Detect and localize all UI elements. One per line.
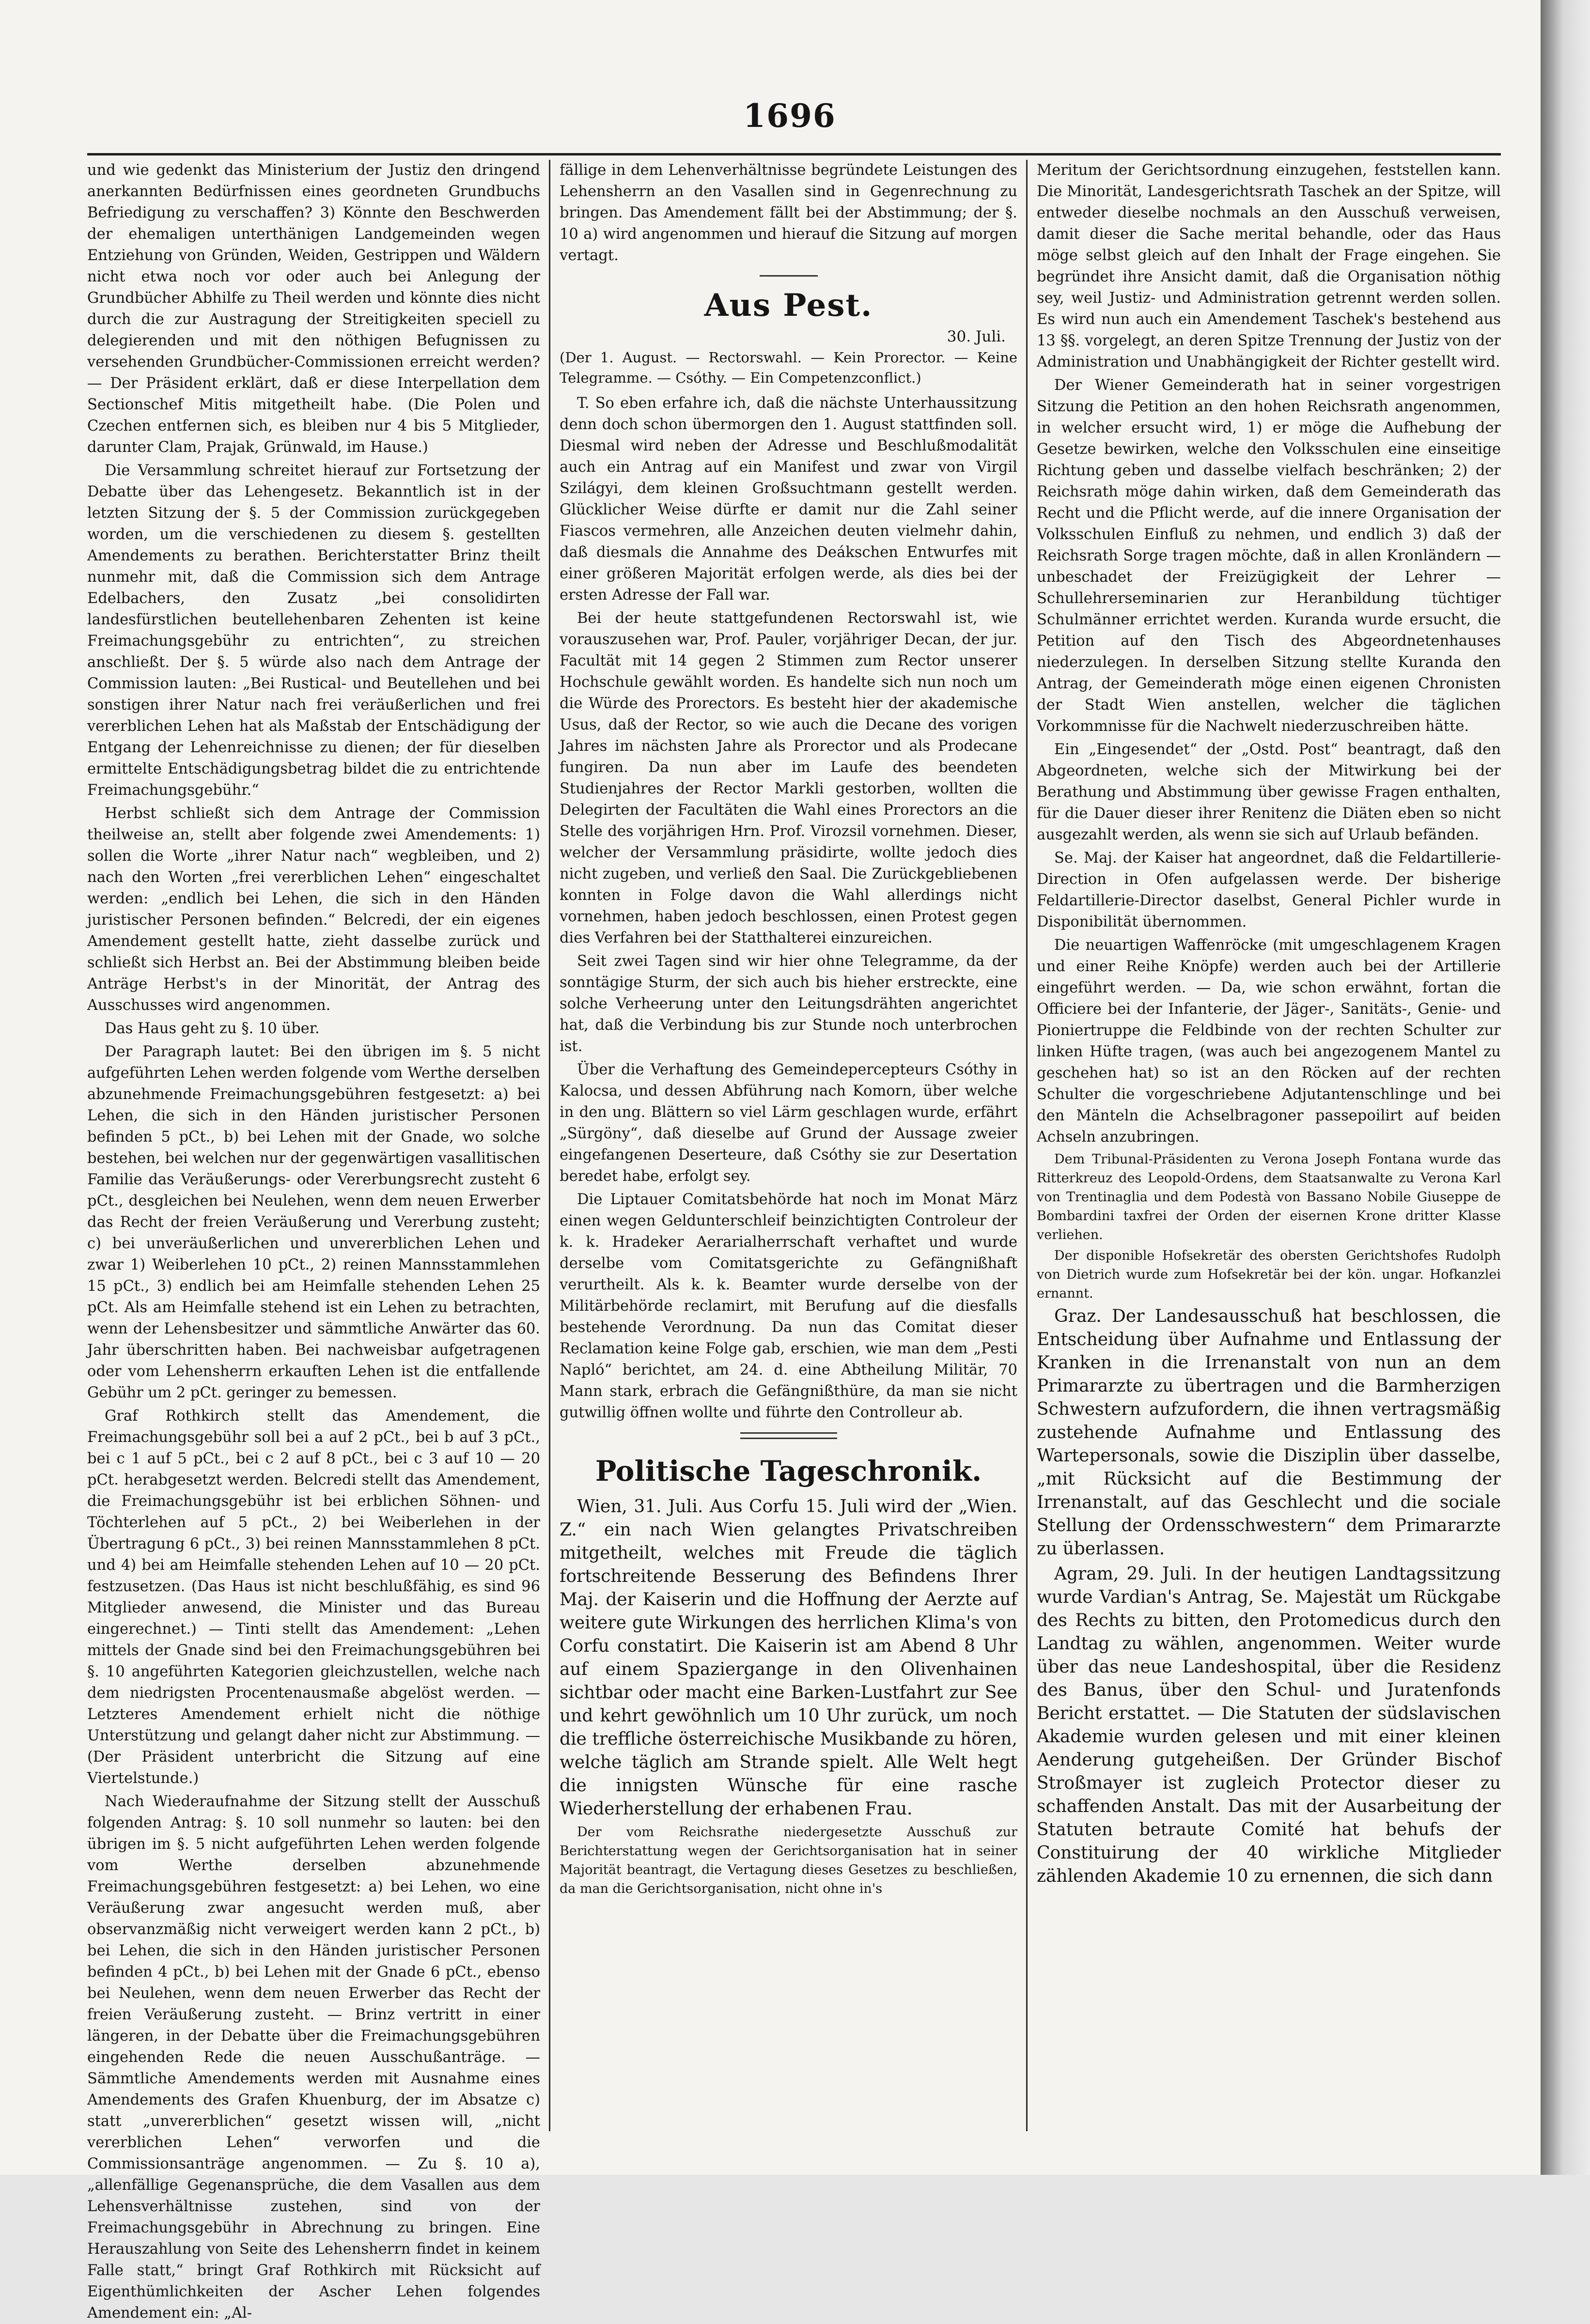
column-divider [549, 160, 550, 2131]
right-paragraph: Ein „Eingesendet“ der „Ostd. Post“ beantragt, daß den Abgeordneten, welche sich der Mitwirkung bei der Berathung und Abstimmung über gewisse Fragen enthalten, für die Dauer dieser ihrer Renitenz die Diäten eben so nicht ausgezahlt werden, als wenn sie sich auf Urlaub befänden. [1037, 741, 1501, 843]
pest-paragraph: Bei der heute stattgefundenen Rectorswahl ist, wie vorauszusehen war, Prof. Pauler, vorjähriger Decan, der jur. Facultät mit 14 gegen 2 Stimmen zum Rector unserer Hochschule gewählt worden. Es handelte sich nun noch um die Würde des Prorectors. Es besteht hier der akademische Usus, daß der Rector, so wie auch die Decane des vorigen Jahres im nächsten Jahre als Prorector und als Prodecane fungiren. Da nun aber im Laufe des beendeten Studienjahres der Rector Markli gestorben, wollten die Delegirten der Facultäten die Wahl eines Prorectors an die Stelle des vorjährigen Hrn. Prof. Virozsil vornehmen. Dieser, welcher der Versammlung präsidirte, wollte jedoch dies nicht zugeben, und verließ den Saal. Die Zurückgebliebenen konnten in Folge davon die Wahl allerdings nicht vornehmen, haben jedoch beschlossen, einen Protest gegen dies Verfahren bei der Statthalterei einzureichen. [560, 610, 1017, 946]
right-paragraph: Meritum der Gerichtsordnung einzugehen, feststellen kann. Die Minorität, Landesgerichtsrath Taschek an der Spitze, will entweder dieselbe nochmals an den Ausschuß verweisen, damit dieser die Sache merital behandle, oder das Haus möge selbst gleich auf den Inhalt der Frage eingehen. Sie begründet ihre Ansicht damit, daß die Organisation nöthig sey, weil Justiz- und Administration getrennt werden sollen. Es wird nun auch ein Amendement Taschek's bestehend aus 13 §§. vorgelegt, an deren Spitze Trennung der Justiz von der Administration und Unabhängigkeit der Richter gestellt wird. [1037, 162, 1501, 371]
column-divider [1026, 160, 1028, 2131]
section-separator [740, 1432, 837, 1439]
left-paragraph: Nach Wiederaufnahme der Sitzung stellt der Ausschuß folgenden Antrag: §. 10 soll nunmehr so lauten: bei den übrigen im §. 5 nicht aufgeführten Lehen werden folgende vom Werthe derselben abzunehmende Freimachungsgebühren festgesetzt: a) bei Lehen, wo eine Veräußerung zwar angesucht werden muß, aber observanzmäßig nicht verweigert werden kann 2 pCt., b) bei Lehen, die sich in den Händen juristischer Personen befinden 4 pCt., b) bei Lehen mit der Gnade 6 pCt., ebenso bei Neulehen, wenn dem neuen Erwerber das Recht der freien Veräußerung zusteht. — Brinz vertritt in einer längeren, in der Debatte über die Freimachungsgebühren eingehenden Rede die neuen Ausschußanträge. — Sämmtliche Amendements werden mit Ausnahme eines Amendements des Grafen Khuenburg, der im Absatze c) statt „unvererblichen“ gesetzt wissen will, „nicht vererblichen Lehen“ verworfen und die Commissionsanträge angenommen. — Zu §. 10 a), „allenfällige Gegenansprüche, die dem Vasallen aus dem Lehensverhältnisse zustehen, sind von der Freimachungsgebühr in Abrechnung zu bringen. Eine Herauszahlung von Seite des Lehensherrn findet in keinem Falle statt,“ bringt Graf Rothkirch mit Rücksicht auf Eigenthümlichkeiten der Ascher Lehen folgendes Amendement ein: „Al- [87, 1793, 540, 2322]
pest-paragraph: Die Liptauer Comitatsbehörde hat noch im Monat März einen wegen Geldunterschleif beinzichtigten Controleur der k. k. Hradeker Aerarialherrschaft verhaftet und wurde derselbe vom Comitatsgerichte zu Gefängnißhaft verurtheilt. Als k. k. Beamter wurde derselbe von der Militärbehörde reclamirt, mit Berufung auf die diesfalls bestehende Verordnung. Da nun das Comitat dieser Reclamation keine Folge gab, erschien, wie man dem „Pesti Napló“ berichtet, am 24. d. eine Abtheilung Militär, 70 Mann stark, erbrach die Gefängnißthüre, da man sie nicht gutwillig öffnen wollte und führte den Controlleur ab. [560, 1191, 1017, 1421]
section-separator [760, 275, 818, 277]
pest-paragraph: Über die Verhaftung des Gemeindepercepteurs Csóthy in Kalocsa, und dessen Abführung nach Komorn, über welche in den ung. Blättern so viel Lärm geschlagen wurde, erfährt „Sürgöny“, daß dieselbe auf Grund der Aussage zweier eingefangenen Deserteure, daß Csóthy sie zur Desertation beredet habe, erfolgt sey. [560, 1061, 1017, 1185]
chronik-paragraph: Wien, 31. Juli. Aus Corfu 15. Juli wird der „Wien. Z.“ ein nach Wien gelangtes Privatschreiben mitgetheilt, welches mit Freude die täglich fortschreitende Besserung des Befindens Ihrer Maj. der Kaiserin und die Hoffnung der Aerzte auf weitere gute Wirkungen des herrlichen Klima's von Corfu constatirt. Die Kaiserin ist am Abend 8 Uhr auf einem Spaziergange in den Olivenhainen sichtbar oder macht eine Barken-Lustfahrt zur See und kehrt gewöhnlich um 10 Uhr zurück, um noch die treffliche österreichische Musikbande zu hören, welche täglich am Strande spielt. Alle Welt hegt die innigsten Wünsche für eine rasche Wiederherstellung der erhabenen Frau. [560, 1497, 1017, 1819]
pest-paragraph: Seit zwei Tagen sind wir hier ohne Telegramme, da der sonntägige Sturm, der sich auch bis hieher erstreckte, eine solche Verheerung unter den Leitungsdrähten angerichtet hat, daß die Verbindung bis zur Stunde noch unterbrochen ist. [560, 953, 1017, 1055]
left-paragraph: Herbst schließt sich dem Antrage der Commission theilweise an, stellt aber folgende zwei Amendements: 1) sollen die Worte „ihrer Natur nach“ wegbleiben, und 2) nach den Worten „frei vererblichen Lehen“ eingeschaltet werden: „endlich bei Lehen, die sich in den Händen juristischer Personen befinden.“ Belcredi, der ein eigenes Amendement gestellt hatte, zieht dasselbe zurück und schließt sich Herbst an. Bei der Abstimmung bleiben beide Anträge Herbst's in der Minorität, der Antrag des Ausschusses wird angenommen. [87, 805, 540, 1014]
section-heading-tageschronik: Politische Tageschronik. [595, 1455, 982, 1487]
left-paragraph: Das Haus geht zu §. 10 über. [105, 1020, 320, 1037]
left-paragraph: Die Versammlung schreitet hierauf zur Fortsetzung der Debatte über das Lehengesetz. Bekanntlich ist in der letzten Sitzung der §. 5 der Commission zurückgegeben worden, um die verschiedenen zu diesem §. gestellten Amendements zu berathen. Berichterstatter Brinz theilt nunmehr mit, daß die Commission sich dem Antrage Edelbachers, den Zusatz „bei consolidirten landesfürstlichen beutellehenbaren Zehenten ist keine Freimachungsgebühr zu entrichten“, zu streichen anschließt. Der §. 5 würde also nach dem Antrage der Commission lauten: „Bei Rustical- und Beutellehen und bei sonstigen ihrer Natur nach frei veräußerlichen und frei vererblichen Lehen hat als Maßstab der Entschädigung der Entgang der Lehenreichnisse zu dienen; der für dieselben ermittelte Entschädigungsbetrag bildet die zu entrichtende Freimachungsgebühr.“ [87, 462, 540, 799]
pest-paragraph: T. So eben erfahre ich, daß die nächste Unterhaussitzung denn doch schon übermorgen den 1. August stattfinden soll. Diesmal wird neben der Adresse und Beschlußmodalität auch ein Antrag auf ein Manifest und zwar von Virgil Szilágyi, dem kleinen Großsuchtmann gestellt werden. Glücklicher Weise dürfte er damit nur die Zahl seiner Fiascos vermehren, alle Anzeichen deuten vielmehr dahin, daß diesmals die Annahme des Deákschen Entwurfes mit einer größeren Majorität erfolgen werde, als dies bei der ersten Adresse der Fall war. [560, 395, 1017, 604]
right-paragraph: Der Wiener Gemeinderath hat in seiner vorgestrigen Sitzung die Petition an den hohen Reichsrath angenommen, in welcher ersucht wird, 1) er möge die Aufhebung der Gesetze bewirken, welche den Volksschulen eine einseitige Richtung geben und dasselbe vielfach beschränken; 2) der Reichsrath möge dahin wirken, daß dem Gemeinderath das Recht und die Pflicht werde, auf die innere Organisation der Volksschulen Einfluß zu nehmen, und endlich 3) daß der Reichsrath Sorge tragen möchte, daß in allen Kronländern — unbeschadet der Freizügigkeit der Lehrer — Schullehrerseminarien zur Heranbildung tüchtiger Schulmänner errichtet werden. Kuranda wurde ersucht, die Petition auf den Tisch des Abgeordnetenhauses niederzulegen. In derselben Sitzung stellte Kuranda den Antrag, der Gemeinderath möge einen eigenen Chronisten der Stadt Wien anstellen, welcher die täglichen Vorkommnisse für die Nachwelt niederzuschreiben hätte. [1037, 377, 1501, 735]
middle-intro: fällige in dem Lehenverhältnisse begründete Leistungen des Lehensherrn an den Vasallen sind in Gegenrechnung zu bringen. Das Amendement fällt bei der Abstimmung; der §. 10 a) wird angenommen und hierauf die Sitzung auf morgen vertagt. [560, 162, 1017, 264]
right-paragraph: Dem Tribunal-Präsidenten zu Verona Joseph Fontana wurde das Ritterkreuz des Leopold-Ordens, dem Staatsanwalte zu Verona Karl von Trentinaglia und dem Podestà von Bassano Nobile Giuseppe de Bombardini taxfrei der Orden der eisernen Krone dritter Klasse verliehen. [1037, 1152, 1501, 1242]
header-rule [87, 153, 1501, 155]
right-paragraph: Se. Maj. der Kaiser hat angeordnet, daß die Feldartillerie-Direction in Ofen aufgelassen werde. Der bisherige Feldartillerie-Director daselbst, General Pichler wurde in Disponibilität übernommen. [1037, 850, 1501, 930]
section-heading-pest: Aus Pest. [704, 287, 873, 324]
right-paragraph: Die neuartigen Waffenröcke (mit umgeschlagenem Kragen und einer Reihe Knöpfe) werden auch bei der Artillerie eingeführt werden. — Da, wie schon erwähnt, fortan die Officiere bei der Infanterie, der Jäger-, Sanitäts-, Genie- und Pioniertruppe die Feldbinde von der rechten Schulter zur linken Hüfte tragen, (was auch bei angezogenem Mantel zu geschehen hat) so ist an den Röcken auf der rechten Schulter die vorgeschriebene Adjutantenschlinge und bei den Mänteln die Achselbragoner passepoilirt auf beiden Achseln anzubringen. [1037, 937, 1501, 1146]
pest-dateline: 30. Juli. [947, 328, 1006, 345]
right-paragraph: Graz. Der Landesausschuß hat beschlossen, die Entscheidung über Aufnahme und Entlassung der Kranken in die Irrenanstalt von nun an dem Primararzte zu übertragen und die Barmherzigen Schwestern aufzufordern, die ihnen vertragsmäßig zustehende Aufnahme und Entlassung des Wartepersonals, sowie die Disziplin über dasselbe, „mit Rücksicht auf die Bestimmung der Irrenanstalt, auf das Geschlecht und die sociale Stellung der Ordensschwestern“ dem Primararzte zu überlassen. [1037, 1306, 1501, 1559]
chronik-paragraph: Der vom Reichsrathe niedergesetzte Ausschuß zur Berichterstattung wegen der Gerichtsorganisation hat in seiner Majorität beantragt, die Vertagung dieses Gesetzes zu beschließen, da man die Gerichtsorganisation, nicht ohne in's [560, 1825, 1017, 1896]
left-paragraph: und wie gedenkt das Ministerium der Justiz den dringend anerkannten Bedürfnissen eines geordneten Grundbuchs Befriedigung zu verschaffen? 3) Könnte den Beschwerden der ehemaligen unterthänigen Landgemeinden wegen Entziehung von Gründen, Weiden, Gestrippen und Wäldern nicht etwa noch vor oder auch bei Anlegung der Grundbücher Abhilfe zu Theil werden und könnte dies nicht durch die zur Austragung der Streitigkeiten speciell zu delegierenden und mit den nöthigen Befugnissen zu versehenden Grundbücher-Commissionen erreicht werden? — Der Präsident erklärt, daß er diese Interpellation dem Sectionschef Mitis mitgetheilt habe. (Die Polen und Czechen entfernen sich, es bleiben nur 4 bis 5 Mitglieder, darunter Clam, Prajak, Grünwald, im Hause.) [87, 162, 540, 456]
right-paragraph: Agram, 29. Juli. In der heutigen Landtagssitzung wurde Vardian's Antrag, Se. Majestät um Rückgabe des Rechts zu bitten, den Protomedicus durch den Landtag zu wählen, angenommen. Weiter wurde über das neue Landeshospital, über die Residenz des Banus, über den Schul- und Juratenfonds Bericht erstattet. — Die Statuten der südslavischen Akademie wurden gelesen und mit einer kleinen Aenderung gutgeheißen. Der Gründer Bischof Stroßmayer ist zugleich Protector dieser zu schaffenden Anstalt. Das mit der Ausarbeitung der Statuten betraute Comité hat behufs der Constituirung der 40 wirkliche Mitglieder zählenden Akademie 10 zu ernennen, die sich dann [1037, 1564, 1501, 1886]
right-column [1037, 160, 1501, 2131]
middle-column [560, 160, 1017, 2131]
left-column [87, 160, 540, 2322]
pest-summary: (Der 1. August. — Rectorswahl. — Kein Prorector. — Keine Telegramme. — Csóthy. — Ein Competenzconflict.) [560, 349, 1017, 386]
page-number: 1696 [743, 97, 836, 135]
left-paragraph: Graf Rothkirch stellt das Amendement, die Freimachungsgebühr soll bei a auf 2 pCt., bei b auf 3 pCt., bei c 1 auf 5 pCt., bei c 2 auf 8 pCt., bei c 3 auf 10 — 20 pCt. herabgesetzt werden. Belcredi stellt das Amendement, die Freimachungsgebühr ist bei erblichen Söhnen- und Töchterlehen auf 5 pCt., 2) bei Weiberlehen in der Übertragung 6 pCt., 3) bei reinen Mannsstammlehen 8 pCt. und 4) bei am Heimfalle stehenden Lehen auf 10 — 20 pCt. festzusetzen. (Das Haus ist nicht beschlußfähig, es sind 96 Mitglieder anwesend, die Minister und das Bureau eingerechnet.) — Tinti stellt das Amendement: „Lehen mittels der Gnade sind bei den Freimachungsgebühren bei §. 10 angeführten Kategorien gleichzustellen, welche nach dem niedrigsten Procentenausmaße abgelöst werden. — Letzteres Amendement erhielt nicht die nöthige Unterstützung und gelangt daher nicht zur Abstimmung. — (Der Präsident unterbricht die Sitzung auf eine Viertelstunde.) [87, 1408, 540, 1787]
page-edge-shadow [1541, 0, 1590, 2175]
right-paragraph: Der disponible Hofsekretär des obersten Gerichtshofes Rudolph von Dietrich wurde zum Hofsekretär bei der kön. ungar. Hofkanzlei ernannt. [1037, 1248, 1501, 1301]
left-paragraph: Der Paragraph lautet: Bei den übrigen im §. 5 nicht aufgeführten Lehen werden folgende vom Werthe derselben abzunehmende Freimachungsgebühren festgesetzt: a) bei Lehen, die sich in den Händen juristischer Personen befinden 5 pCt., b) bei Lehen mit der Gnade, wo solche bestehen, bei welchen nur der gegenwärtigen vasallitischen Familie das Veräußerungs- oder Vererbungsrecht zusteht 6 pCt., desgleichen bei Neulehen, wenn dem neuen Erwerber das Recht der freien Veräußerung und Vererbung zusteht; c) bei unveräußerlichen und unvererblichen Lehen und zwar 1) Weiberlehen 10 pCt., 2) reinen Mannsstammlehen 15 pCt., 3) endlich bei am Heimfalle stehenden Lehen 25 pCt. Als am Heimfalle stehend ist ein Lehen zu betrachten, wenn der Lehensbesitzer und sämmtliche Anwärter das 60. Jahr überschritten haben. Bei nachweisbar aufgetragenen oder vom Lehensherrn erkauften Lehen ist die entfallende Gebühr um 2 pCt. geringer zu bemessen. [87, 1043, 540, 1401]
